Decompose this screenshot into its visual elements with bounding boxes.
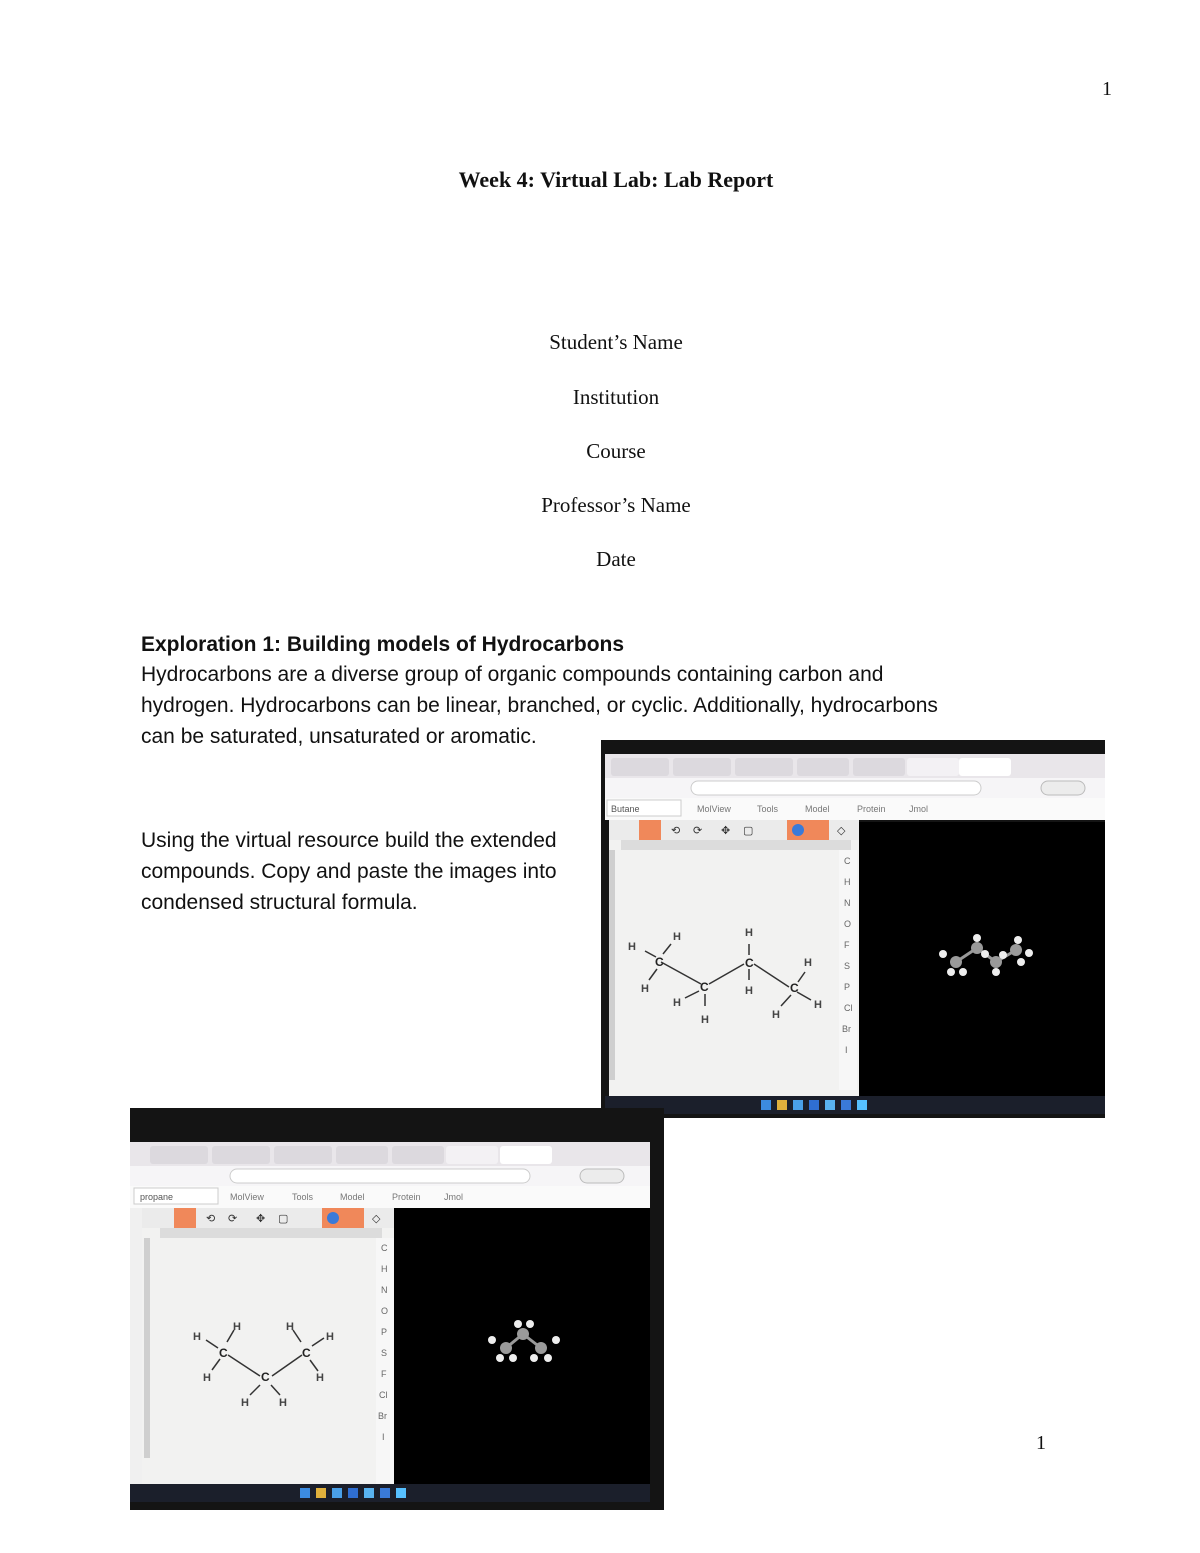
atom-h: H [772, 1009, 780, 1021]
paragraph-line: Using the virtual resource build the extended [141, 829, 557, 852]
3d-viewer[interactable] [394, 1208, 650, 1494]
element-p[interactable]: P [844, 982, 851, 992]
sketch-panel [142, 1208, 394, 1494]
molecule-dropdown[interactable]: Butane [611, 804, 640, 814]
menu-jmol[interactable]: Jmol [444, 1192, 464, 1202]
propane-screen-photo [130, 1108, 664, 1510]
exploration-section [141, 631, 1061, 752]
atom-h: H [203, 1372, 211, 1384]
element-o[interactable]: O [844, 919, 852, 929]
butane-photo-svg [601, 740, 1105, 1118]
redo-icon[interactable]: ⟳ [693, 825, 703, 837]
paragraph-line: condensed structural formula. [141, 891, 418, 914]
element-h[interactable]: H [844, 877, 851, 887]
atom-h: H [241, 1397, 249, 1409]
element-f[interactable]: F [844, 940, 850, 950]
menu-protein[interactable]: Protein [857, 804, 886, 814]
menu-tools[interactable]: Tools [292, 1192, 314, 1202]
menu-jmol[interactable]: Jmol [909, 804, 929, 814]
menu-model[interactable]: Model [805, 804, 830, 814]
date: Date [596, 547, 636, 571]
menu-molview[interactable]: MolView [230, 1192, 264, 1202]
element-h[interactable]: H [381, 1264, 388, 1274]
sketch-scrollbar[interactable] [609, 850, 615, 1080]
element-f[interactable]: F [381, 1369, 387, 1379]
element-cl[interactable]: Cl [379, 1390, 388, 1400]
menu-model[interactable]: Model [340, 1192, 365, 1202]
element-n[interactable]: N [381, 1285, 388, 1295]
course: Course [586, 439, 646, 463]
paragraph-line: hydrogen. Hydrocarbons can be linear, branched, or cyclic. Additionally, hydrocarbons [141, 694, 938, 717]
atom-h: H [316, 1372, 324, 1384]
select-icon[interactable]: ▢ [743, 825, 754, 837]
atom-h: H [628, 941, 636, 953]
menu-tools[interactable]: Tools [757, 804, 779, 814]
professor-name: Professor’s Name [541, 493, 691, 517]
menu-molview[interactable]: MolView [697, 804, 731, 814]
clear-icon[interactable]: ◇ [837, 825, 846, 837]
undo-icon[interactable]: ⟲ [206, 1213, 216, 1225]
atom-c: C [700, 980, 709, 994]
atom-h: H [804, 957, 812, 969]
element-cl[interactable]: Cl [844, 1003, 853, 1013]
atom-c: C [745, 956, 754, 970]
student-name: Student’s Name [549, 330, 683, 354]
undo-icon[interactable]: ⟲ [671, 825, 681, 837]
eraser-tool[interactable] [639, 820, 661, 840]
element-c[interactable]: C [844, 856, 851, 866]
element-i[interactable]: I [845, 1045, 848, 1055]
left-tool-strip [130, 1208, 142, 1494]
move-icon[interactable]: ✥ [256, 1213, 266, 1225]
butane-screen-photo [601, 740, 1105, 1118]
atom-h: H [233, 1321, 241, 1333]
atom-c: C [302, 1346, 311, 1360]
element-s[interactable]: S [381, 1348, 388, 1358]
atom-h: H [641, 983, 649, 995]
taskbar [605, 1096, 1105, 1114]
atom-h: H [745, 927, 753, 939]
atom-h: H [673, 997, 681, 1009]
sketch-panel [609, 820, 859, 1096]
menu-protein[interactable]: Protein [392, 1192, 421, 1202]
atom-h: H [286, 1321, 294, 1333]
element-c[interactable]: C [381, 1243, 388, 1253]
atom-h: H [745, 985, 753, 997]
sketch-scrollbar[interactable] [144, 1238, 150, 1458]
exploration-heading: Exploration 1: Building models of Hydrocarbons [141, 633, 625, 656]
clear-icon[interactable]: ◇ [372, 1213, 381, 1225]
page-number-top: 1 [1102, 78, 1112, 100]
element-column [376, 1238, 394, 1488]
atom-c: C [655, 955, 664, 969]
element-n[interactable]: N [844, 898, 851, 908]
atom-c: C [261, 1370, 270, 1384]
atom-h: H [701, 1014, 709, 1026]
institution: Institution [572, 385, 660, 409]
paragraph-line: can be saturated, unsaturated or aromatic. [141, 725, 537, 748]
atom-h: H [814, 999, 822, 1011]
element-p[interactable]: P [381, 1327, 388, 1337]
redo-icon[interactable]: ⟳ [228, 1213, 238, 1225]
propane-photo-svg [130, 1108, 664, 1510]
element-br[interactable]: Br [378, 1411, 387, 1421]
atom-h: H [193, 1331, 201, 1343]
move-icon[interactable]: ✥ [721, 825, 731, 837]
element-s[interactable]: S [844, 961, 851, 971]
atom-h: H [673, 931, 681, 943]
element-br[interactable]: Br [842, 1024, 851, 1034]
paragraph-line: compounds. Copy and paste the images into [141, 860, 557, 883]
element-o[interactable]: O [381, 1306, 389, 1316]
atom-c: C [219, 1346, 228, 1360]
page-number-bottom: 1 [1036, 1432, 1046, 1454]
atom-h: H [326, 1331, 334, 1343]
atom-h: H [279, 1397, 287, 1409]
molecule-dropdown[interactable]: propane [140, 1192, 174, 1202]
document-title: Week 4: Virtual Lab: Lab Report [458, 167, 774, 192]
select-icon[interactable]: ▢ [278, 1213, 289, 1225]
eraser-tool[interactable] [174, 1208, 196, 1228]
paragraph-line: Hydrocarbons are a diverse group of organic compounds containing carbon and [141, 663, 884, 686]
atom-c: C [790, 981, 799, 995]
3d-viewer[interactable] [859, 822, 1105, 1096]
element-i[interactable]: I [382, 1432, 385, 1442]
